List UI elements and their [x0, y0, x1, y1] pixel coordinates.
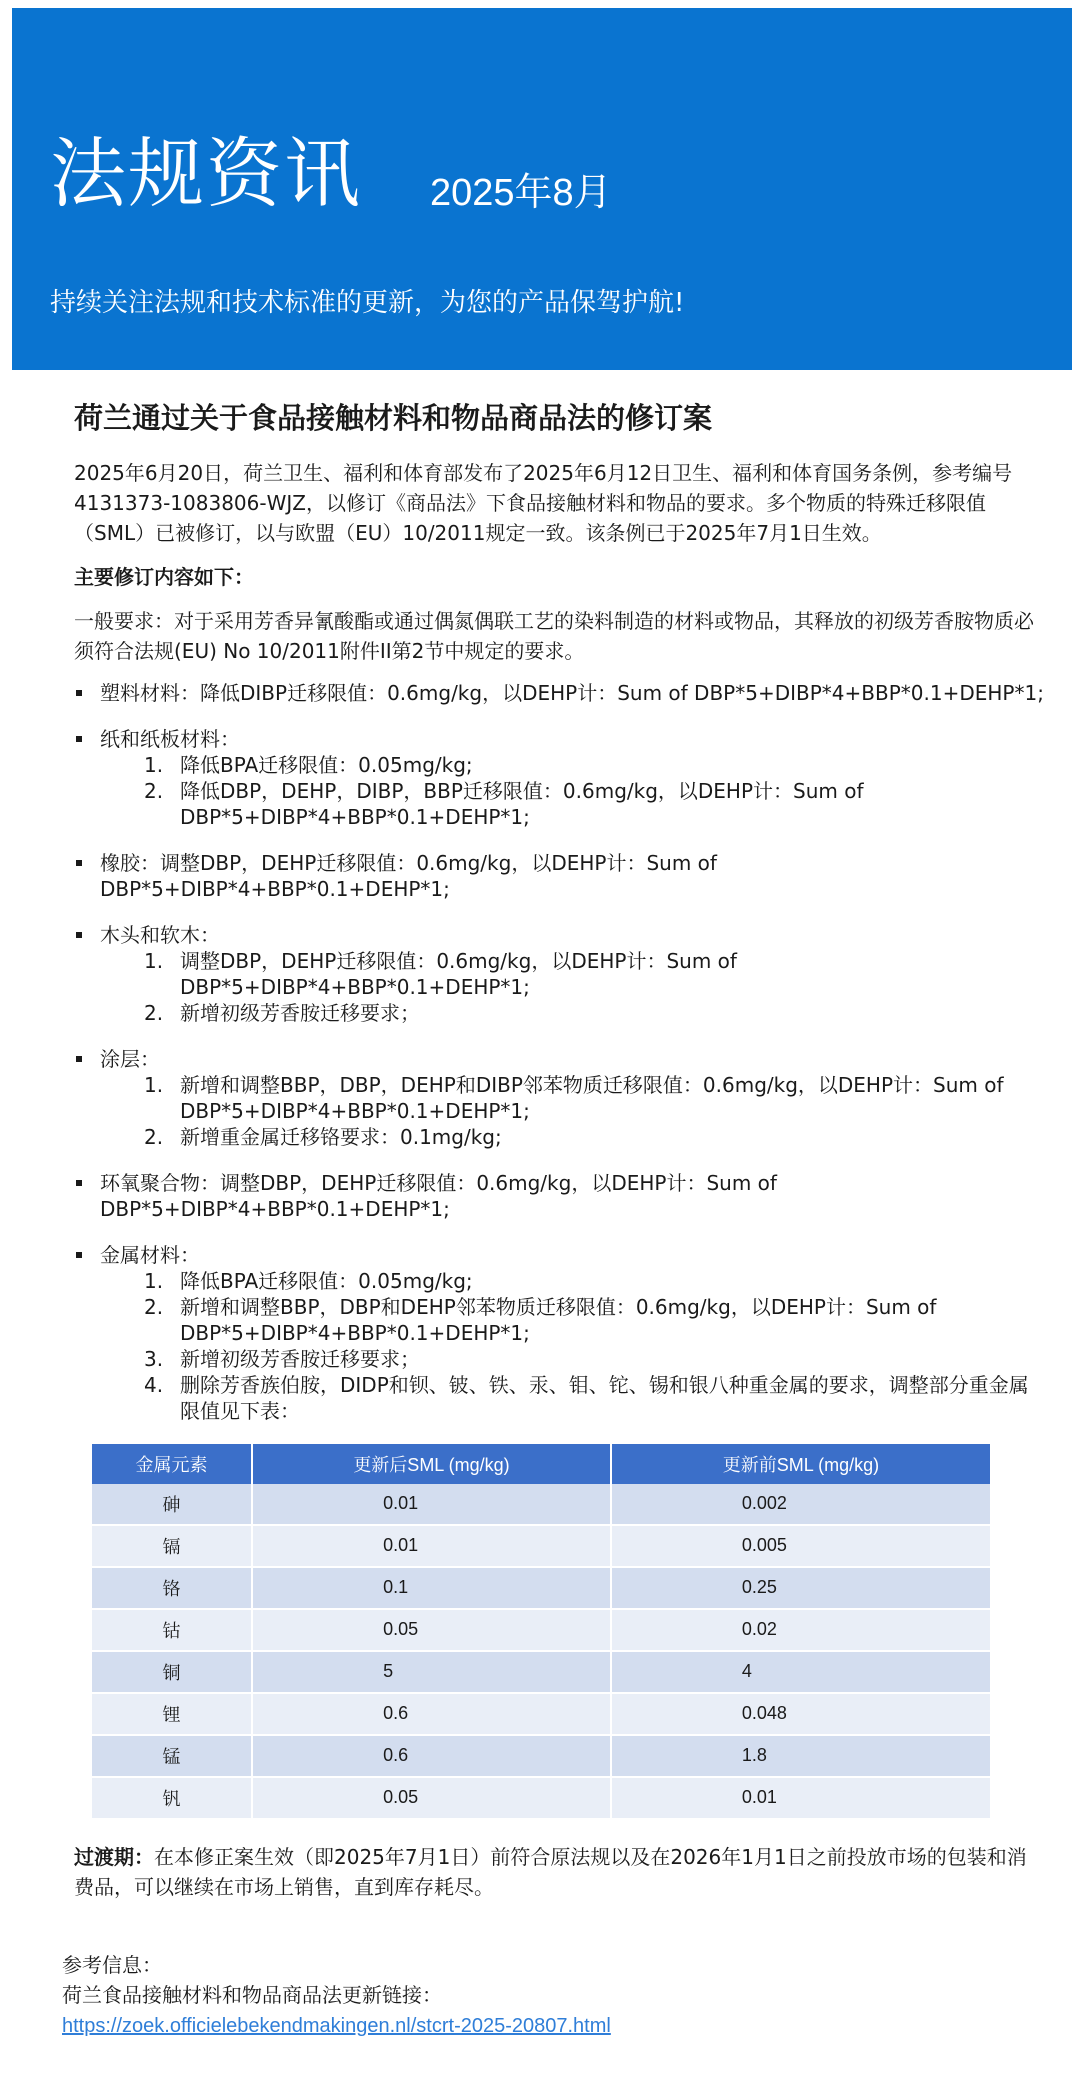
cell-new-sml: 5	[252, 1651, 611, 1693]
sub-list-item	[100, 1072, 1044, 1124]
banner-tagline: 持续关注法规和技术标准的更新，为您的产品保驾护航!	[50, 288, 685, 318]
col-header-element: 金属元素	[92, 1444, 252, 1484]
article-headline: 荷兰通过关于食品接触材料和物品商品法的修订案	[74, 401, 713, 435]
cell-new-sml: 0.1	[252, 1567, 611, 1609]
header-banner	[12, 8, 1072, 370]
material-list	[74, 680, 1044, 1424]
sub-item-text: 新增和调整BBP，DBP，DEHP和DIBP邻苯物质迁移限值：0.6mg/kg，以DEHP计：Sum of DBP*5+DIBP*4+BBP*0.1+DEHP*1;	[180, 1072, 1004, 1123]
col-header-new-sml: 更新后SML (mg/kg)	[252, 1444, 611, 1484]
cell-old-sml: 0.01	[611, 1777, 991, 1819]
cell-new-sml: 0.6	[252, 1693, 611, 1735]
list-item	[74, 1242, 1044, 1424]
sub-item-text: 新增初级芳香胺迁移要求；	[180, 1000, 420, 1025]
sub-item-number: 1.	[144, 948, 164, 973]
cell-element: 铜	[92, 1651, 252, 1693]
sub-item-text: 降低BPA迁移限值：0.05mg/kg;	[180, 1268, 473, 1293]
reference-link-label: 荷兰食品接触材料和物品商品法更新链接：	[62, 1983, 442, 2007]
list-item	[74, 726, 1044, 830]
sub-list-item	[100, 778, 1044, 830]
cell-old-sml: 4	[611, 1651, 991, 1693]
sub-list	[100, 752, 1044, 830]
table-row	[92, 1777, 991, 1819]
table-row	[92, 1609, 991, 1651]
sml-table	[92, 1444, 992, 1820]
transition-period	[74, 1842, 1044, 1902]
article-body	[74, 400, 1044, 1902]
cell-new-sml: 0.01	[252, 1484, 611, 1525]
sub-list	[100, 1268, 1044, 1424]
cell-element: 砷	[92, 1484, 252, 1525]
sub-item-number: 4.	[144, 1372, 164, 1397]
reference-label: 参考信息：	[62, 1953, 162, 1977]
reference-link[interactable]: https://zoek.officielebekendmakingen.nl/stcrt-2025-20807.html	[62, 2015, 611, 2037]
cell-old-sml: 0.048	[611, 1693, 991, 1735]
cell-old-sml: 1.8	[611, 1735, 991, 1777]
banner-date: 2025年8月	[430, 172, 612, 214]
list-item	[74, 1170, 1044, 1222]
cell-new-sml: 0.01	[252, 1525, 611, 1567]
cell-element: 钒	[92, 1777, 252, 1819]
sub-item-number: 1.	[144, 1268, 164, 1293]
sub-item-number: 2.	[144, 1124, 164, 1149]
sub-item-number: 3.	[144, 1346, 164, 1371]
sub-item-number: 2.	[144, 1294, 164, 1319]
list-item-text: 木头和软木：	[100, 922, 220, 947]
cell-old-sml: 0.002	[611, 1484, 991, 1525]
table-row	[92, 1525, 991, 1567]
reference-section	[62, 1950, 611, 2041]
table-header-row	[92, 1444, 991, 1484]
col-header-old-sml: 更新前SML (mg/kg)	[611, 1444, 991, 1484]
sub-list	[100, 1072, 1044, 1150]
list-item-text: 金属材料：	[100, 1242, 200, 1267]
table-row	[92, 1651, 991, 1693]
list-item-text: 纸和纸板材料：	[100, 726, 240, 751]
cell-new-sml: 0.6	[252, 1735, 611, 1777]
sub-list-item	[100, 1000, 1044, 1026]
cell-old-sml: 0.02	[611, 1609, 991, 1651]
table-row	[92, 1484, 991, 1525]
sub-list-item	[100, 1268, 1044, 1294]
cell-old-sml: 0.005	[611, 1525, 991, 1567]
transition-label: 过渡期：	[74, 1844, 154, 1869]
list-item	[74, 680, 1044, 706]
cell-element: 镉	[92, 1525, 252, 1567]
list-item	[74, 922, 1044, 1026]
changes-subhead: 主要修订内容如下：	[74, 564, 254, 589]
sub-list-item	[100, 752, 1044, 778]
cell-element: 钴	[92, 1609, 252, 1651]
sub-item-text: 降低BPA迁移限值：0.05mg/kg;	[180, 752, 473, 777]
sub-item-text: 新增初级芳香胺迁移要求；	[180, 1346, 420, 1371]
sub-list-item	[100, 1294, 1044, 1346]
sub-item-text: 删除芳香族伯胺，DIDP和钡、铍、铁、汞、钼、铊、锡和银八种重金属的要求，调整部分重金属限值见下表：	[180, 1372, 1029, 1423]
list-item-text: 塑料材料：降低DIBP迁移限值：0.6mg/kg，以DEHP计：Sum of DBP*5+DIBP*4+BBP*0.1+DEHP*1;	[100, 680, 1044, 705]
general-requirement: 一般要求：对于采用芳香异氰酸酯或通过偶氮偶联工艺的染料制造的材料或物品，其释放的初级芳香胺物质必须符合法规(EU) No 10/2011附件II第2节中规定的要求。	[74, 608, 1034, 663]
sub-item-number: 2.	[144, 778, 164, 803]
list-item-text: 涂层：	[100, 1046, 160, 1071]
intro-paragraph: 2025年6月20日，荷兰卫生、福利和体育部发布了2025年6月12日卫生、福利和体育国务条例，参考编号4131373-1083806-WJZ，以修订《商品法》下食品接触材料和物品的要求。多个物质的特殊迁移限值（SML）已被修订，以与欧盟（EU）10/2011规定一致。该条例已于2025年7月1日生效。	[74, 460, 1013, 545]
sub-item-text: 新增重金属迁移铬要求：0.1mg/kg;	[180, 1124, 502, 1149]
sub-item-number: 2.	[144, 1000, 164, 1025]
cell-old-sml: 0.25	[611, 1567, 991, 1609]
sub-item-number: 1.	[144, 1072, 164, 1097]
cell-new-sml: 0.05	[252, 1777, 611, 1819]
sub-list-item	[100, 1346, 1044, 1372]
sub-item-number: 1.	[144, 752, 164, 777]
sub-item-text: 降低DBP，DEHP，DIBP，BBP迁移限值：0.6mg/kg，以DEHP计：Sum of DBP*5+DIBP*4+BBP*0.1+DEHP*1;	[180, 778, 864, 829]
table-row	[92, 1735, 991, 1777]
sub-list-item	[100, 1124, 1044, 1150]
cell-element: 铬	[92, 1567, 252, 1609]
sub-item-text: 新增和调整BBP，DBP和DEHP邻苯物质迁移限值：0.6mg/kg，以DEHP计：Sum of DBP*5+DIBP*4+BBP*0.1+DEHP*1;	[180, 1294, 937, 1345]
table-row	[92, 1693, 991, 1735]
banner-title: 法规资讯	[50, 129, 362, 218]
sub-item-text: 调整DBP，DEHP迁移限值：0.6mg/kg，以DEHP计：Sum of DBP*5+DIBP*4+BBP*0.1+DEHP*1;	[180, 948, 737, 999]
list-item	[74, 1046, 1044, 1150]
table-row	[92, 1567, 991, 1609]
cell-new-sml: 0.05	[252, 1609, 611, 1651]
transition-text: 在本修正案生效（即2025年7月1日）前符合原法规以及在2026年1月1日之前投放市场的包装和消费品，可以继续在市场上销售，直到库存耗尽。	[74, 1844, 1027, 1899]
list-item-text: 环氧聚合物：调整DBP，DEHP迁移限值：0.6mg/kg，以DEHP计：Sum of DBP*5+DIBP*4+BBP*0.1+DEHP*1;	[100, 1170, 777, 1221]
cell-element: 锰	[92, 1735, 252, 1777]
list-item	[74, 850, 1044, 902]
sub-list-item	[100, 948, 1044, 1000]
list-item-text: 橡胶：调整DBP，DEHP迁移限值：0.6mg/kg，以DEHP计：Sum of DBP*5+DIBP*4+BBP*0.1+DEHP*1;	[100, 850, 717, 901]
cell-element: 锂	[92, 1693, 252, 1735]
sub-list-item	[100, 1372, 1044, 1424]
sub-list	[100, 948, 1044, 1026]
